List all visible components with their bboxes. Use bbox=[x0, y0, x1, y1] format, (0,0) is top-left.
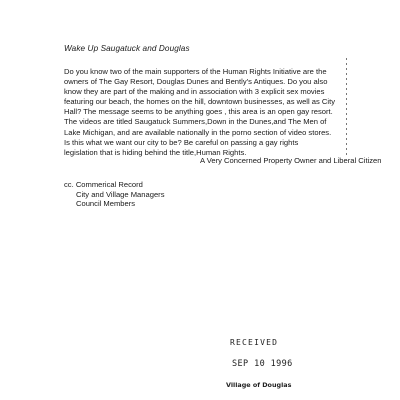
body-line: legislation that is hiding behind the title,Human Rights. bbox=[64, 147, 247, 157]
cc-recipient: City and Village Managers bbox=[76, 189, 165, 199]
cc-label: cc. Commerical Record bbox=[64, 180, 143, 189]
signature-line: A Very Concerned Property Owner and Liberal Citizen bbox=[200, 156, 382, 165]
body-line: owners of The Gay Resort, Douglas Dunes and Bently's Antiques. Do you also bbox=[64, 77, 328, 87]
body-line: Hall? The message seems to be anything goes , this area is an open gay resort. bbox=[64, 107, 333, 117]
stamp-office: Village of Douglas bbox=[226, 381, 292, 389]
cc-recipient: Council Members bbox=[76, 199, 136, 209]
body-line: know they are part of the making and in association with 3 explicit sex movies bbox=[64, 87, 325, 97]
letter-title: Wake Up Saugatuck and Douglas bbox=[64, 44, 190, 53]
body-line: Is this what we want our city to be? Be careful on passing a gay rights bbox=[64, 137, 299, 147]
body-line: Lake Michigan, and are available nationally in the porno section of video stores. bbox=[64, 127, 332, 137]
body-line: featuring our beach, the homes on the hill, downtown businesses, as well as City bbox=[64, 97, 335, 107]
body-line: The videos are titled Saugatuck Summers,Down in the Dunes,and The Men of bbox=[64, 117, 327, 127]
letter-body bbox=[64, 67, 354, 158]
cc-list bbox=[64, 180, 165, 209]
stamp-received-label: RECEIVED bbox=[230, 338, 279, 347]
body-line: Do you know two of the main supporters of the Human Rights Initiative are the bbox=[64, 67, 327, 76]
stamp-date: SEP 10 1996 bbox=[232, 359, 293, 369]
